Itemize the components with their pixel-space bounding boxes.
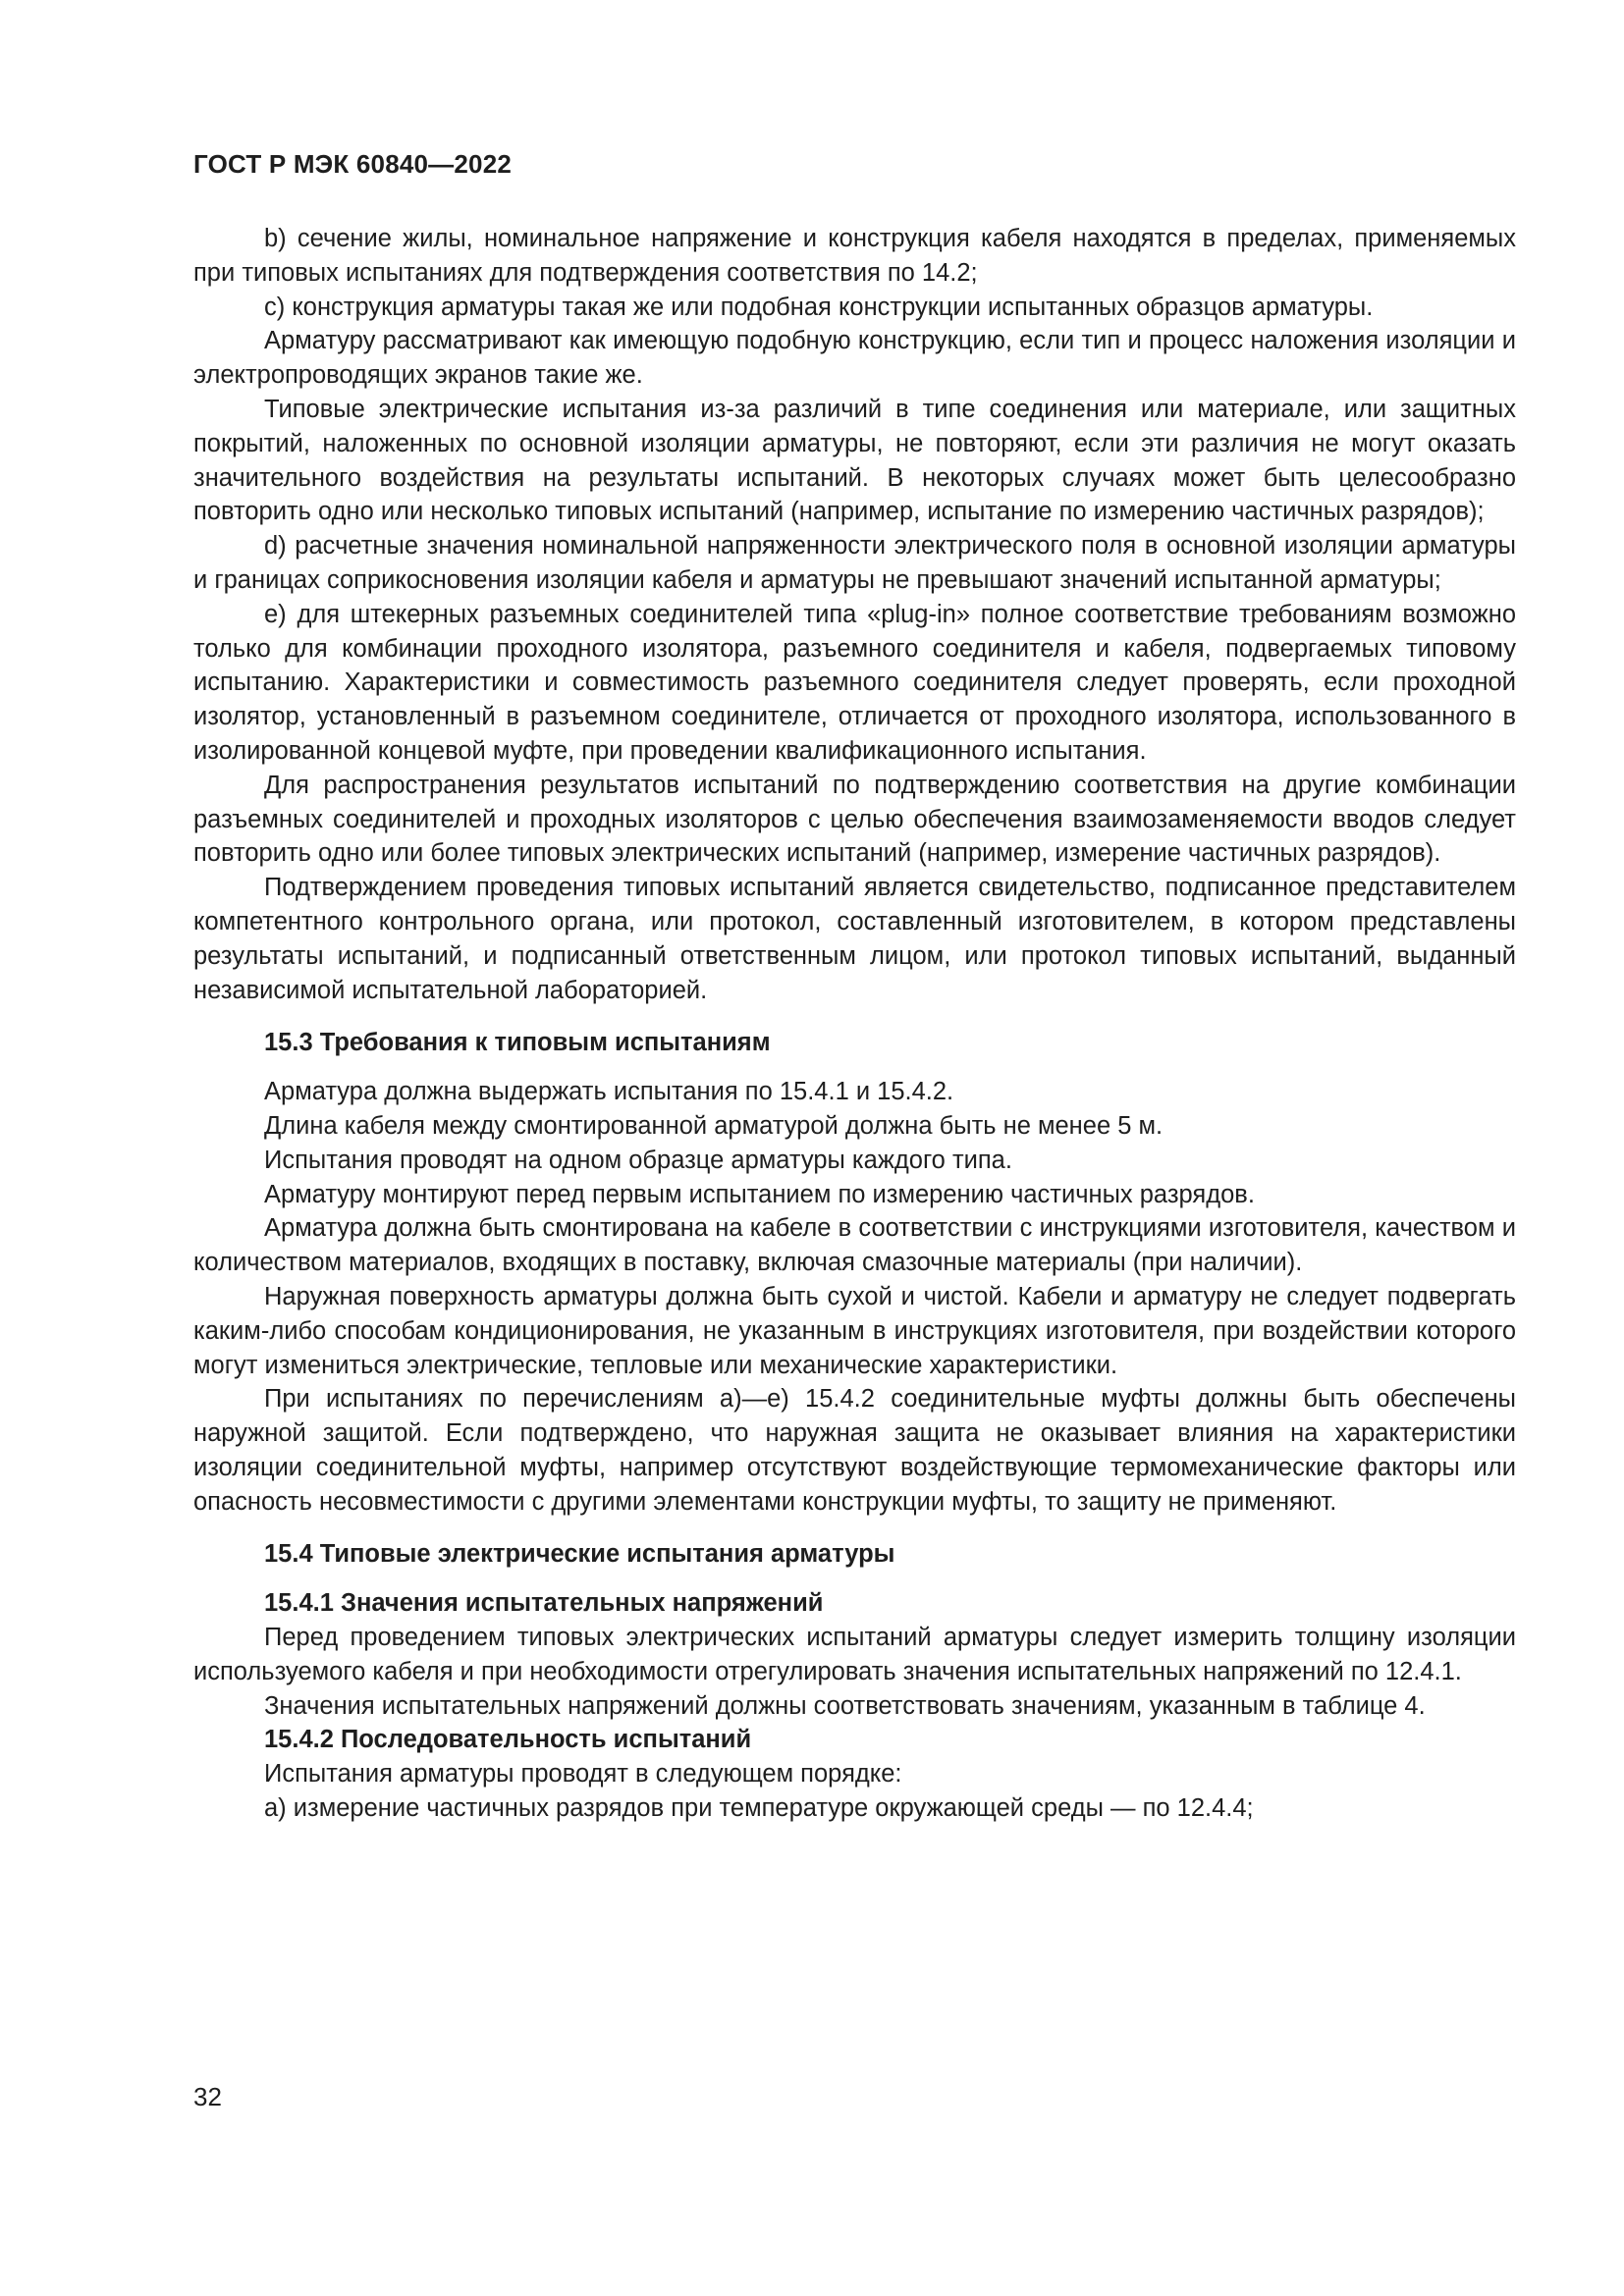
paragraph: Испытания проводят на одном образце арматуры каждого типа. — [264, 1146, 1012, 1174]
paragraph: Перед проведением типовых электрических испытаний арматуры следует измерить толщину изоляции используемого кабеля и при необходимости отрегулировать значения испытательных напряжений по 12.4.1. — [193, 1624, 1516, 1685]
section-heading-15-4: 15.4 Типовые электрические испытания арматуры — [264, 1540, 895, 1569]
paragraph: Подтверждением проведения типовых испытаний является свидетельство, подписанное представителем компетентного контрольного органа, или протокол, составленный изготовителем, в котором представлены результаты испытаний, и подписанный ответственным лицом, или протокол типовых испытаний, выданный независимой испытательной лабораторией. — [193, 874, 1516, 1004]
subsection-heading-15-4-1: 15.4.1 Значения испытательных напряжений — [264, 1589, 824, 1618]
list-item-c: c) конструкция арматуры такая же или подобная конструкции испытанных образцов арматуры. — [264, 293, 1374, 321]
paragraph: Арматура должна выдержать испытания по 15.4.1 и 15.4.2. — [264, 1078, 954, 1106]
paragraph: Арматуру монтируют перед первым испытанием по измерению частичных разрядов. — [264, 1180, 1255, 1208]
paragraph: Арматуру рассматривают как имеющую подобную конструкцию, если тип и процесс наложения изоляции и электропроводящих экранов такие же. — [193, 327, 1516, 390]
document-header: ГОСТ Р МЭК 60840—2022 — [193, 149, 513, 179]
section-heading-15-3: 15.3 Требования к типовым испытаниям — [264, 1029, 771, 1057]
paragraph: Арматура должна быть смонтирована на кабеле в соответствии с инструкциями изготовителя, качеством и количеством материалов, входящих в поставку, включая смазочные материалы (при наличии). — [193, 1214, 1516, 1277]
page-number: 32 — [193, 2082, 222, 2111]
document-body — [193, 222, 1516, 1826]
paragraph: Значения испытательных напряжений должны соответствовать значениям, указанным в таблице 4. — [264, 1691, 1426, 1720]
paragraph: Для распространения результатов испытаний по подтверждению соответствия на другие комбинации разъемных соединителей и проходных изоляторов с целью обеспечения взаимозаменяемости вводов следует повторить одно или более типовых электрических испытаний (например, измерение частичных разрядов). — [193, 771, 1516, 868]
list-item-d: d) расчетные значения номинальной напряженности электрического поля в основной изоляции арматуры и границах соприкосновения изоляции кабеля и арматуры не превышают значений испытанной арматуры; — [193, 532, 1516, 594]
paragraph: При испытаниях по перечислениям а)—е) 15.4.2 соединительные муфты должны быть обеспечены наружной защитой. Если подтверждено, что наружная защита не оказывает влияния на характеристики изоляции соединительной муфты, например отсутствуют воздействующие термомеханические факторы или опасность несовместимости с другими элементами конструкции муфты, то защиту не применяют. — [193, 1385, 1516, 1516]
subsection-heading-15-4-2: 15.4.2 Последовательность испытаний — [264, 1726, 752, 1754]
paragraph: Наружная поверхность арматуры должна быть сухой и чистой. Кабели и арматуру не следует подвергать каким-либо способам кондиционирования, не указанным в инструкциях изготовителя, при воздействии которого могут измениться электрические, тепловые или механические характеристики. — [193, 1282, 1516, 1379]
paragraph: Испытания арматуры проводят в следующем порядке: — [264, 1760, 902, 1789]
paragraph: Длина кабеля между смонтированной арматурой должна быть не менее 5 м. — [264, 1111, 1164, 1140]
paragraph: Типовые электрические испытания из-за различий в типе соединения или материале, или защитных покрытий, наложенных по основной изоляции арматуры, не повторяют, если эти различия не могут оказать значительного воздействия на результаты испытаний. В некоторых случаях может быть целесообразно повторить одно или несколько типовых испытаний (например, испытание по измерению частичных разрядов); — [193, 395, 1516, 526]
list-item-e: e) для штекерных разъемных соединителей типа «plug-in» полное соответствие требованиям возможно только для комбинации проходного изолятора, разъемного соединителя и кабеля, подвергаемых типовому испытанию. Характеристики и совместимость разъемного соединителя следует проверять, если проходной изолятор, установленный в разъемном соединителе, отличается от проходного изолятора, использованного в изолированной концевой муфте, при проведении квалификационного испытания. — [193, 600, 1516, 765]
list-item-b: b) сечение жилы, номинальное напряжение и конструкция кабеля находятся в пределах, применяемых при типовых испытаниях для подтверждения соответствия по 14.2; — [193, 225, 1516, 287]
list-item-a: а) измерение частичных разрядов при температуре окружающей среды — по 12.4.4; — [264, 1794, 1254, 1823]
